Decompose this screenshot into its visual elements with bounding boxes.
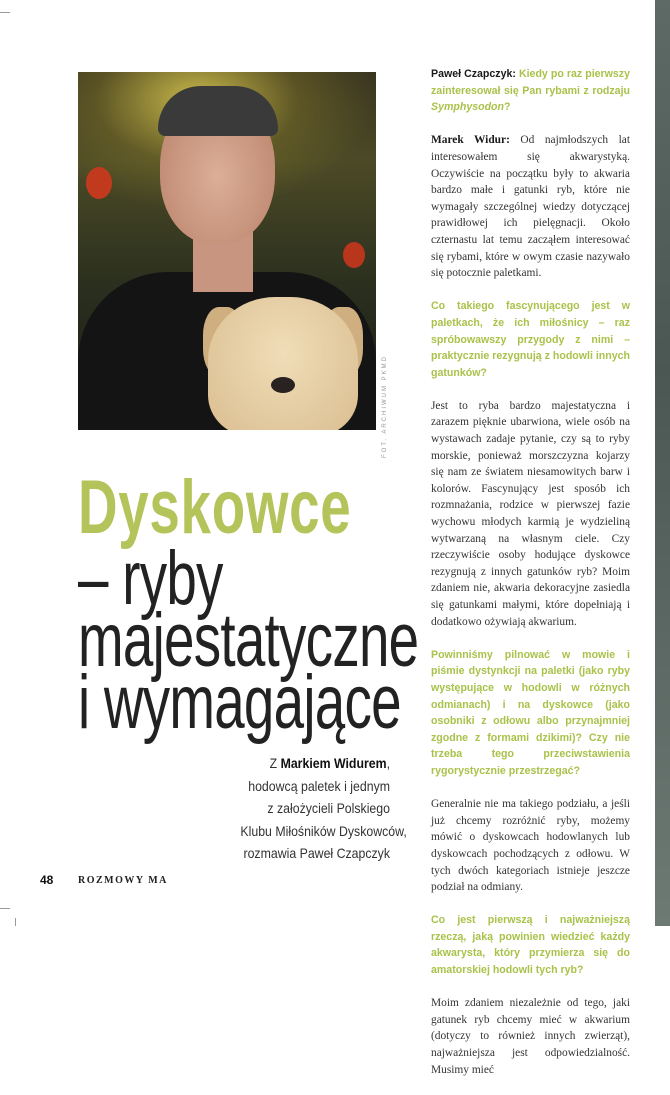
interviewee-name: Markiem Widurem: [280, 755, 387, 771]
speaker-name: Paweł Czapczyk:: [431, 68, 516, 80]
question: [431, 66, 630, 116]
crop-mark: [0, 908, 10, 909]
article-title: [78, 465, 419, 745]
answer: Jest to ryba bardzo majestatyczna i zarazem pięknie ubarwiona, wiele osób na wystawach zadaje pytanie, czy są to ryby morskie, ponieważ morszczyzna kojarzy się nam ze światem niesamowitych barw i kolorów. Fascynujący jest sposób ich rozmnażania, rodzice w pierwszej fazie wychowu młodych karmią je wydzieliną wytwarzaną na własnym ciele. Czy rzeczywiście osoby hodujące dyskowce rezygnują z innych gatunków ryb? Moim zdaniem nie, akwaria dekoracyjne zasiedla się gatunkami małymi, które dopełniają i dodatkowo ożywiają akwarium.: [431, 399, 630, 628]
title-line: Dyskowce: [78, 465, 352, 550]
question: Powinniśmy pilnować w mowie i piśmie dystynkcji na paletki (jako ryby występujące w hodowli w różnych odmianach) i na dyskowce (jako osobniki z odłowu albo przynajmniej zgodne z formami dzikimi)? Czy nie trzeba tego przeciwstawienia rygorystycznie przestrzegać?: [431, 648, 630, 777]
intro-text: Z: [269, 755, 281, 771]
answer: Generalnie nie ma takiego podziału, a jeśli już chcemy rozróżnić ryby, możemy mówić o dyskowcach hodowlanych lub dyskowcach pochodzących z odłowu. W tych dwóch kategoriach istnieje jeszcze podział na odmiany.: [431, 798, 630, 894]
intro-text: hodowcą paletek i jednym: [248, 777, 390, 794]
question: Co jest pierwszą i najważniejszą rzeczą, jaką powinien wiedzieć każdy akwarysta, który przymierza się do amatorskiej hodowli tych ryb?: [431, 914, 630, 977]
page-edge-strip: [655, 0, 670, 926]
interview-column: [431, 66, 630, 1095]
portrait-photo: [78, 72, 376, 430]
answer-text: Od najmłodszych lat interesowałem się akwarystyką. Oczywiście na początku były to akwaria bardzo małe i gatunki ryb, które nie wymagały szczególnej wiedzy dotyczącej prawidłowej ich pielęgnacji. Około czternastu lat temu zacząłem interesować się rybami, które w owym czasie nazywało się potocznie paletkami.: [431, 134, 630, 280]
intro-text: ,: [386, 755, 390, 771]
intro-text: Klubu Miłośników Dyskowców,: [240, 822, 407, 839]
crop-mark: [0, 12, 10, 13]
intro-text: z założycieli Polskiego: [267, 800, 390, 816]
intro-text: rozmawia Paweł Czapczyk: [243, 845, 390, 861]
question-text: ?: [504, 101, 511, 114]
page-number: 48: [40, 873, 54, 887]
title-line: i wymagające: [78, 660, 401, 745]
question: Co takiego fascynującego jest w paletkach, że ich miłośnicy – raz spróbowawszy przygody z nimi – praktycznie rezygnują z hodowli innych gatunków?: [431, 300, 630, 379]
answer: Moim zdaniem niezależnie od tego, jaki gatunek ryb chcemy mieć w akwarium (dotyczy to również innych zwierząt), najważniejsza jest odpowiedzialność. Musimy mieć: [431, 997, 630, 1076]
title-line: majestatyczne: [78, 598, 419, 683]
speaker-name: Marek Widur:: [431, 134, 510, 147]
question-text: Kiedy po raz pierwszy zainteresował się Pan rybami z rodzaju: [431, 68, 630, 97]
photo-credit: FOT. ARCHIWUM PKMD: [382, 355, 388, 458]
genus-name: Symphysodon: [431, 101, 504, 114]
section-name: ROZMOWY MA: [78, 875, 168, 886]
answer: [431, 132, 630, 281]
article-intro: [240, 752, 407, 865]
crop-mark: [15, 918, 16, 926]
title-line: – ryby: [78, 536, 223, 621]
